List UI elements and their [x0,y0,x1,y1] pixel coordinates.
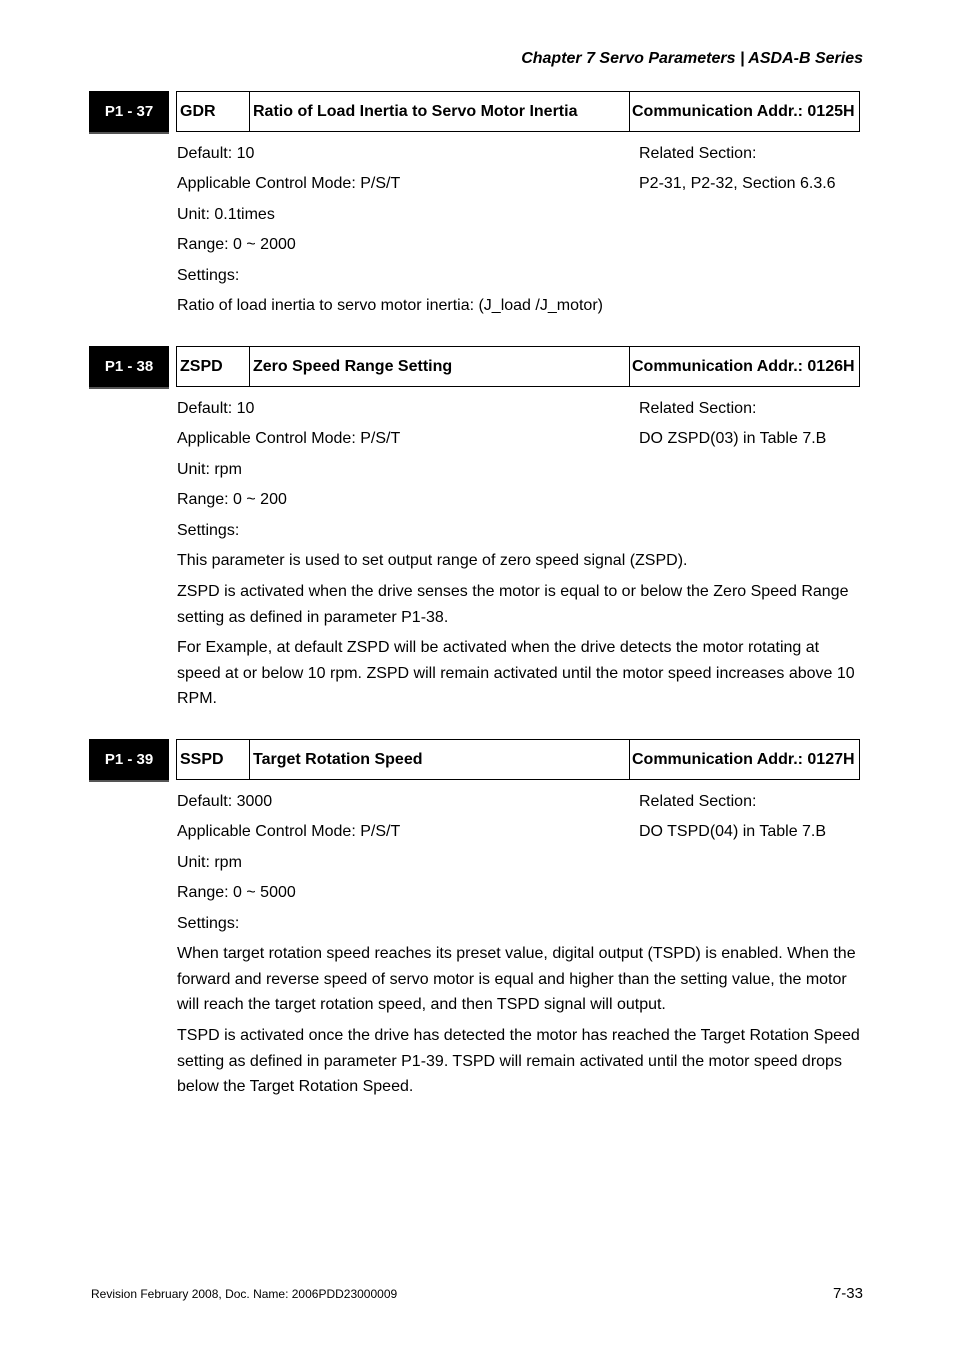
param-description: When target rotation speed reaches its preset value, digital output (TSPD) is enabled. When the forward and reverse speed of servo motor is equal and higher than the setting value, the motor will reach the target rotation speed, and then TSPD signal will output. [177,945,856,1013]
param-range: Range: 0 ~ 2000 [177,236,296,253]
param-title-table [176,346,860,387]
param-id-badge: P1 - 38 [89,346,169,387]
footer-revision: Revision February 2008, Doc. Name: 2006PDD23000009 [91,1287,398,1301]
param-settings-label: Settings: [177,522,240,539]
param-description: ZSPD is activated when the drive senses the motor is equal to or below the Zero Speed Range setting as defined in parameter P1-38. [177,583,849,626]
related-section-label: Related Section: [639,400,757,417]
param-comm-addr: Communication Addr.: 0127H [632,750,855,768]
param-id-badge: P1 - 37 [89,91,169,132]
param-range: Range: 0 ~ 5000 [177,884,296,901]
param-name: Target Rotation Speed [250,740,630,779]
param-default: Default: 10 [177,145,255,162]
param-description: For Example, at default ZSPD will be activated when the drive detects the motor rotating at speed at or below 10 rpm. ZSPD will remain activated until the motor speed increases above 10 RPM. [177,639,855,707]
param-description: Ratio of load inertia to servo motor inertia: (J_load /J_motor) [177,297,603,314]
param-id-badge: P1 - 39 [89,739,169,780]
param-description: This parameter is used to set output range of zero speed signal (ZSPD). [177,552,688,569]
param-abbr: ZSPD [177,347,250,386]
related-section-value: DO TSPD(04) in Table 7.B [639,823,827,840]
param-name: Ratio of Load Inertia to Servo Motor Inertia [250,92,630,131]
param-unit: Unit: 0.1times [177,206,275,223]
param-control-mode: Applicable Control Mode: P/S/T [177,823,401,840]
param-settings-label: Settings: [177,915,240,932]
param-name: Zero Speed Range Setting [250,347,630,386]
param-settings-label: Settings: [177,267,240,284]
footer-page-number: 7-33 [832,1285,863,1302]
param-unit: Unit: rpm [177,854,242,871]
related-section-value: DO ZSPD(03) in Table 7.B [639,430,827,447]
param-comm-addr: Communication Addr.: 0125H [632,102,855,120]
param-title-table [176,91,860,132]
param-range: Range: 0 ~ 200 [177,491,287,508]
param-abbr: GDR [177,92,250,131]
related-section-label: Related Section: [639,145,757,162]
param-default: Default: 10 [177,400,255,417]
param-description: TSPD is activated once the drive has detected the motor has reached the Target Rotation Speed setting as defined in parameter P1-39. TSPD will remain activated until the motor speed drops below the Target Rotation Speed. [177,1027,860,1095]
param-abbr: SSPD [177,740,250,779]
param-comm-addr: Communication Addr.: 0126H [632,357,855,375]
param-default: Default: 3000 [177,793,273,810]
param-control-mode: Applicable Control Mode: P/S/T [177,175,401,192]
param-control-mode: Applicable Control Mode: P/S/T [177,430,401,447]
param-unit: Unit: rpm [177,461,242,478]
related-section-value: P2-31, P2-32, Section 6.3.6 [639,175,836,192]
related-section-label: Related Section: [639,793,757,810]
param-title-table [176,739,860,780]
page-header: Chapter 7 Servo Parameters | ASDA-B Series [521,50,863,67]
